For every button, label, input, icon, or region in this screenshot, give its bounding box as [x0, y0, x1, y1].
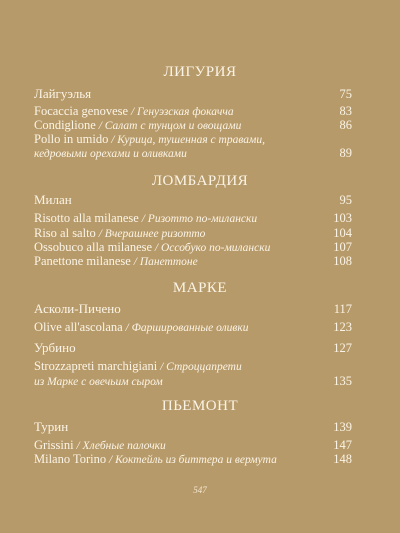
- city-row-ascoli-piceno: [34, 302, 352, 316]
- page-number: 117: [333, 302, 352, 316]
- recipe-russian: Оссобуко по-милански: [160, 242, 271, 254]
- page-number: 135: [333, 374, 352, 388]
- separator: /: [157, 361, 167, 373]
- recipe-russian: Коктейль из биттера и вермута: [115, 454, 277, 466]
- city-name: Асколи-Пичено: [34, 301, 121, 316]
- section-title-liguria: ЛИГУРИЯ: [163, 64, 237, 80]
- city-row-milan: [34, 193, 352, 207]
- recipe-italian: Ossobuco alla milanese: [34, 240, 153, 254]
- recipe-italian: Milano Torino: [34, 452, 107, 466]
- separator: /: [122, 322, 132, 334]
- recipe-russian: Фаршированные оливки: [131, 322, 249, 334]
- recipe-italian: Riso al salto: [34, 226, 96, 240]
- page-number: 127: [333, 341, 352, 355]
- recipe-italian: Risotto alla milanese: [34, 211, 139, 225]
- recipe-russian: Вчерашнее ризотто: [104, 228, 206, 240]
- recipe-row: [34, 104, 352, 119]
- recipe-italian: Olive all'ascolana: [34, 320, 123, 334]
- separator: /: [108, 134, 118, 146]
- page-number: 86: [339, 118, 352, 132]
- city-row-urbino: [34, 341, 352, 355]
- page-number: 139: [333, 420, 352, 434]
- separator: /: [128, 106, 138, 118]
- recipe-row: [34, 452, 352, 467]
- recipe-russian-line2: кедровыми орехами и оливками: [34, 148, 187, 160]
- recipe-russian: Генуэзская фокачча: [137, 106, 234, 118]
- recipe-russian: Хлебные палочки: [82, 440, 166, 452]
- city-name: Урбино: [34, 340, 76, 355]
- recipe-russian: Курица, тушенная с травами,: [117, 134, 265, 146]
- separator: /: [95, 228, 105, 240]
- page-number: 103: [333, 211, 352, 225]
- page-folio: 547: [193, 485, 207, 495]
- separator: /: [73, 440, 83, 452]
- separator: /: [95, 120, 105, 132]
- separator: /: [138, 213, 148, 225]
- city-name: Турин: [34, 419, 69, 434]
- recipe-row: [34, 211, 352, 226]
- recipe-row: [34, 226, 352, 241]
- page-number: 107: [333, 240, 352, 254]
- recipe-italian: Strozzapreti marchigiani: [34, 359, 158, 373]
- page-number: 95: [339, 193, 352, 207]
- separator: /: [106, 454, 116, 466]
- page-number: 104: [333, 226, 352, 240]
- recipe-row: [34, 132, 352, 147]
- city-name: Лайгуэлья: [34, 86, 92, 101]
- recipe-row: [34, 118, 352, 133]
- recipe-russian: Строццапрети: [166, 361, 242, 373]
- city-row-laigueglia: [34, 87, 352, 101]
- recipe-row: [34, 438, 352, 453]
- section-title-lombardy: ЛОМБАРДИЯ: [151, 173, 249, 189]
- separator: /: [152, 242, 161, 254]
- recipe-row: [34, 240, 352, 255]
- recipe-russian-line2: из Марке с овечьим сыром: [34, 376, 163, 388]
- recipe-italian: Grissini: [34, 438, 74, 452]
- recipe-italian: Panettone milanese: [34, 254, 131, 268]
- page-number: 83: [339, 104, 352, 118]
- city-row-turin: [34, 420, 352, 434]
- recipe-row-continued: [34, 374, 352, 389]
- recipe-russian: Панеттоне: [139, 256, 198, 268]
- recipe-russian: Ризотто по-милански: [147, 213, 258, 225]
- recipe-italian: Pollo in umido: [34, 132, 109, 146]
- page-number: 108: [333, 254, 352, 268]
- recipe-russian: Салат с тунцом и овощами: [104, 120, 242, 132]
- recipe-row: [34, 254, 352, 269]
- page-number: 147: [333, 438, 352, 452]
- page-number: 75: [339, 87, 352, 101]
- section-title-piedmont: ПЬЕМОНТ: [161, 398, 239, 414]
- section-title-marche: МАРКЕ: [172, 280, 228, 296]
- city-name: Милан: [34, 192, 72, 207]
- recipe-row: [34, 320, 352, 335]
- recipe-italian: Focaccia genovese: [34, 104, 129, 118]
- recipe-row: [34, 359, 352, 374]
- recipe-row-continued: [34, 146, 352, 161]
- recipe-italian: Condiglione: [34, 118, 96, 132]
- page-number: 89: [339, 146, 352, 160]
- page-number: 123: [333, 320, 352, 334]
- separator: /: [130, 256, 140, 268]
- page-number: 148: [333, 452, 352, 466]
